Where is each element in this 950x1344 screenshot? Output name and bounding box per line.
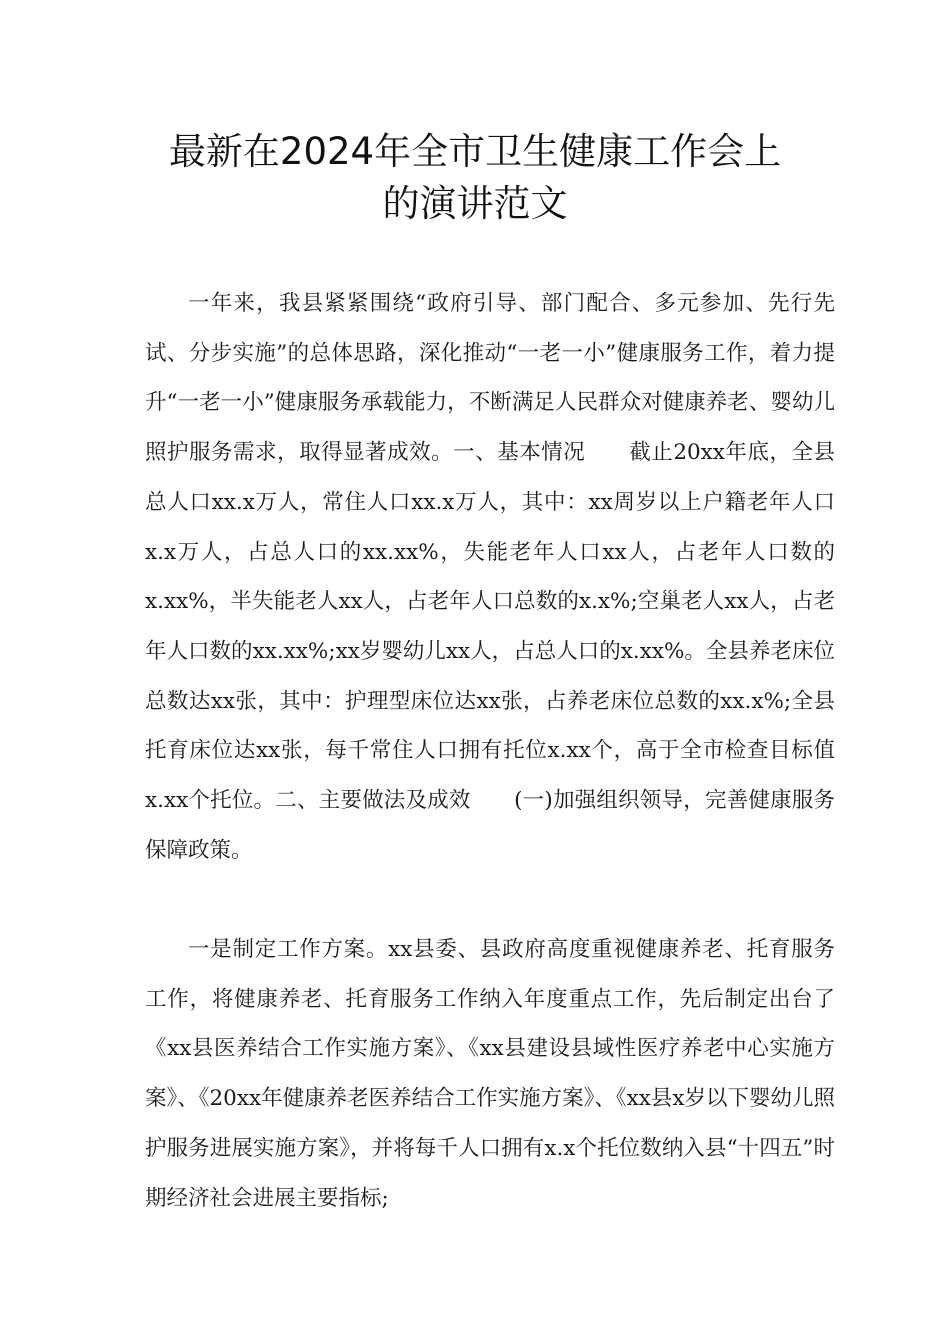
paragraph-text: 一年来，我县紧紧围绕“政府引导、部门配合、多元参加、先行先试、分步实施”的总体思路，深化推动“一老一小”健康服务工作，着力提升“一老一小”健康服务承载能力，不断满足人民群众对健康养老、婴幼儿照护服务需求，取得显著成效。一、基本情况 截止20xx年底，全县总人口xx.x万人，常住人口xx.x万人，其中：xx周岁以上户籍老年人口x.x万人，占总人口的xx.xx%，失能老年人口xx人，占老年人口数的x.xx%，半失能老人xx人，占老年人口总数的x.x%;空巢老人xx人，占老年人口数的xx.xx%;xx岁婴幼儿xx人，占总人口的x.xx%。全县养老床位总数达xx张，其中：护理型床位达xx张，占养老床位总数的xx.x%;全县托育床位达xx张，每千常住人口拥有托位x.xx个，高于全市检查目标值x.xx个托位。二、主要做法及成效 (一)加强组织领导，完善健康服务保障政策。 [145, 291, 835, 863]
body-paragraph-1 [145, 279, 835, 875]
document-title [100, 126, 850, 230]
paragraph-text: 一是制定工作方案。xx县委、县政府高度重视健康养老、托育服务工作，将健康养老、托育服务工作纳入年度重点工作，先后制定出台了《xx县医养结合工作实施方案》、《xx县建设县域性医疗养老中心实施方案》、《20xx年健康养老医养结合工作实施方案》、《xx县x岁以下婴幼儿照护服务进展实施方案》，并将每千人口拥有x.x个托位数纳入县“十四五”时期经济社会进展主要指标; [145, 937, 835, 1211]
title-line-2: 的演讲范文 [382, 182, 568, 225]
body-paragraph-2 [145, 925, 835, 1223]
title-line-1: 最新在2024年全市卫生健康工作会上 [168, 130, 782, 173]
